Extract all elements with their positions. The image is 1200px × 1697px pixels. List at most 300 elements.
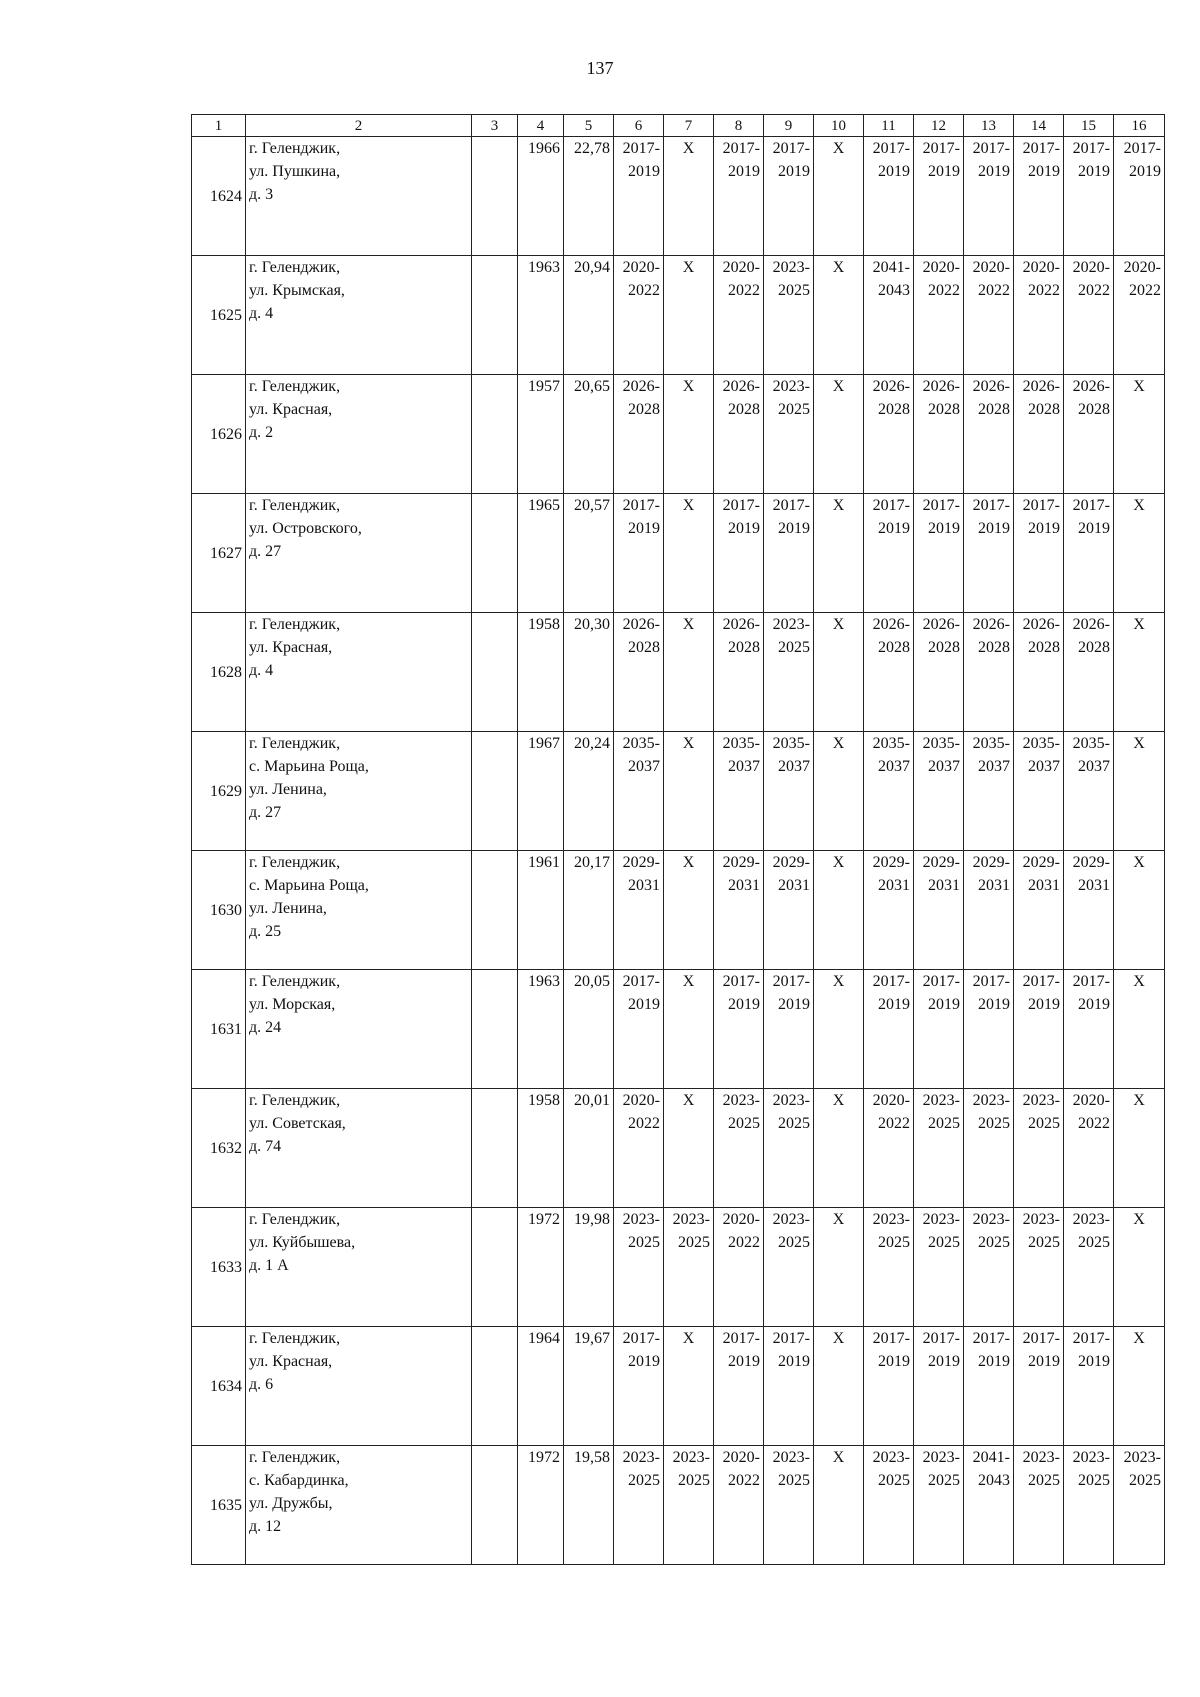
period-line: 2031 (778, 877, 810, 894)
year-built-cell: 1972 (518, 1208, 564, 1327)
period-cell-col-9 (764, 613, 814, 732)
period-cell-col-13 (964, 1089, 1014, 1208)
period-line: 2019 (628, 163, 660, 180)
address-line: ул. Куйбышева, (249, 1234, 356, 1251)
period-line: 2023- (622, 1449, 660, 1466)
period-line: 2035- (722, 735, 760, 752)
period-line: 2017- (922, 1330, 960, 1347)
period-line: 2025 (878, 1472, 910, 1489)
period-line: 2026- (622, 378, 660, 395)
column-header-5: 5 (564, 115, 614, 137)
period-cell-col-6 (614, 1089, 664, 1208)
address-line: г. Геленджик, (249, 497, 341, 514)
table-row (192, 1446, 1165, 1565)
address-cell (246, 732, 472, 851)
period-line: 2019 (878, 996, 910, 1013)
period-line: 2017- (1072, 497, 1110, 514)
row-number: 1626 (192, 375, 246, 494)
period-line: 2017- (922, 973, 960, 990)
period-cell-col-7 (664, 375, 714, 494)
period-line: 2025 (1078, 1472, 1110, 1489)
column-3-cell (472, 851, 518, 970)
period-line: 2037 (1028, 758, 1060, 775)
address-line: г. Геленджик, (249, 854, 341, 871)
period-line: 2023- (1022, 1211, 1060, 1228)
not-applicable-mark: X (832, 616, 845, 633)
value-cell: 19,67 (564, 1327, 614, 1446)
period-cell-col-14 (1014, 1089, 1064, 1208)
period-line: 2023- (622, 1211, 660, 1228)
not-applicable-mark: X (1133, 854, 1145, 871)
period-cell-col-12 (914, 137, 964, 256)
not-applicable-mark: X (832, 1330, 845, 1347)
address-line: ул. Советская, (249, 1115, 346, 1132)
period-cell-col-9 (764, 256, 814, 375)
year-built-cell: 1966 (518, 137, 564, 256)
period-line: 2019 (928, 1353, 960, 1370)
period-line: 2019 (1078, 1353, 1110, 1370)
address-line: д. 4 (249, 305, 274, 322)
period-cell-col-10 (814, 613, 864, 732)
period-cell-col-10 (814, 1446, 864, 1565)
period-line: 2025 (1078, 1234, 1110, 1251)
year-built-cell: 1958 (518, 1089, 564, 1208)
period-cell-col-9 (764, 732, 814, 851)
period-line: 2028 (1078, 401, 1110, 418)
period-line: 2020- (1072, 259, 1110, 276)
column-header-3: 3 (472, 115, 518, 137)
period-line: 2041- (972, 1449, 1010, 1466)
not-applicable-mark: X (682, 259, 695, 276)
period-line: 2019 (778, 520, 810, 537)
address-line: д. 25 (249, 923, 282, 940)
address-cell (246, 494, 472, 613)
period-line: 2031 (1028, 877, 1060, 894)
period-line: 2017- (1123, 140, 1161, 157)
period-cell-col-16 (1114, 970, 1165, 1089)
period-line: 2019 (1028, 1353, 1060, 1370)
value-cell: 20,01 (564, 1089, 614, 1208)
address-line: с. Марьина Роща, (249, 877, 369, 894)
period-cell-col-16 (1114, 851, 1165, 970)
address-cell (246, 1208, 472, 1327)
period-line: 2025 (1028, 1472, 1060, 1489)
period-line: 2028 (1028, 639, 1060, 656)
period-line: 2023- (772, 1092, 810, 1109)
not-applicable-mark: X (682, 1092, 695, 1109)
address-cell (246, 1089, 472, 1208)
year-built-cell: 1963 (518, 970, 564, 1089)
period-line: 2019 (978, 163, 1010, 180)
year-built-cell: 1967 (518, 732, 564, 851)
column-3-cell (472, 1446, 518, 1565)
period-line: 2025 (628, 1234, 660, 1251)
period-cell-col-14 (1014, 970, 1064, 1089)
period-cell-col-10 (814, 1089, 864, 1208)
period-cell-col-9 (764, 375, 814, 494)
period-line: 2022 (978, 282, 1010, 299)
not-applicable-mark: X (682, 973, 695, 990)
period-line: 2020- (972, 259, 1010, 276)
period-line: 2028 (628, 639, 660, 656)
address-line: г. Геленджик, (249, 378, 341, 395)
column-3-cell (472, 375, 518, 494)
column-3-cell (472, 1208, 518, 1327)
period-line: 2026- (922, 378, 960, 395)
address-line: г. Геленджик, (249, 1330, 341, 1347)
period-cell-col-7 (664, 494, 714, 613)
column-3-cell (472, 1089, 518, 1208)
not-applicable-mark: X (1133, 735, 1145, 752)
period-cell-col-8 (714, 256, 764, 375)
period-line: 2037 (978, 758, 1010, 775)
period-line: 2026- (972, 616, 1010, 633)
period-line: 2023- (1022, 1449, 1060, 1466)
period-line: 2025 (778, 1115, 810, 1132)
period-cell-col-15 (1064, 137, 1114, 256)
period-cell-col-12 (914, 256, 964, 375)
period-line: 2022 (1129, 282, 1161, 299)
period-line: 2023- (1022, 1092, 1060, 1109)
period-line: 2019 (728, 163, 760, 180)
not-applicable-mark: X (832, 735, 845, 752)
period-line: 2035- (772, 735, 810, 752)
period-cell-col-16 (1114, 137, 1165, 256)
address-line: г. Геленджик, (249, 140, 341, 157)
address-line: г. Геленджик, (249, 1449, 341, 1466)
period-line: 2019 (878, 520, 910, 537)
row-number: 1627 (192, 494, 246, 613)
not-applicable-mark: X (1133, 1330, 1145, 1347)
period-cell-col-12 (914, 494, 964, 613)
period-cell-col-14 (1014, 137, 1064, 256)
period-line: 2025 (678, 1472, 710, 1489)
period-cell-col-8 (714, 1446, 764, 1565)
period-line: 2017- (872, 140, 910, 157)
period-cell-col-11 (864, 732, 914, 851)
period-line: 2025 (1028, 1234, 1060, 1251)
period-cell-col-8 (714, 137, 764, 256)
period-line: 2037 (928, 758, 960, 775)
period-line: 2017- (1072, 973, 1110, 990)
period-line: 2017- (772, 973, 810, 990)
period-cell-col-14 (1014, 1327, 1064, 1446)
period-cell-col-11 (864, 1327, 914, 1446)
period-cell-col-11 (864, 851, 914, 970)
period-line: 2035- (622, 735, 660, 752)
period-cell-col-6 (614, 1208, 664, 1327)
address-line: ул. Красная, (249, 401, 333, 418)
table-row (192, 256, 1165, 375)
period-cell-col-7 (664, 851, 714, 970)
period-line: 2025 (1028, 1115, 1060, 1132)
period-cell-col-15 (1064, 732, 1114, 851)
period-cell-col-8 (714, 851, 764, 970)
period-line: 2019 (978, 996, 1010, 1013)
value-cell: 20,30 (564, 613, 614, 732)
period-line: 2029- (772, 854, 810, 871)
period-line: 2017- (622, 1330, 660, 1347)
period-line: 2020- (1123, 259, 1161, 276)
not-applicable-mark: X (682, 854, 695, 871)
period-line: 2035- (1072, 735, 1110, 752)
period-line: 2022 (728, 282, 760, 299)
address-line: д. 74 (249, 1138, 282, 1155)
period-cell-col-14 (1014, 732, 1064, 851)
period-cell-col-11 (864, 256, 914, 375)
address-line: ул. Ленина, (249, 900, 327, 917)
period-line: 2029- (872, 854, 910, 871)
period-line: 2019 (878, 163, 910, 180)
row-number: 1624 (192, 137, 246, 256)
address-line: ул. Крымская, (249, 282, 345, 299)
period-line: 2028 (728, 401, 760, 418)
period-line: 2037 (778, 758, 810, 775)
period-line: 2023- (972, 1211, 1010, 1228)
period-line: 2029- (922, 854, 960, 871)
period-line: 2026- (1022, 616, 1060, 633)
table-row (192, 851, 1165, 970)
column-header-2: 2 (246, 115, 472, 137)
period-line: 2026- (1072, 378, 1110, 395)
period-cell-col-15 (1064, 256, 1114, 375)
period-cell-col-7 (664, 1208, 714, 1327)
not-applicable-mark: X (832, 259, 845, 276)
period-cell-col-11 (864, 1089, 914, 1208)
period-cell-col-9 (764, 1327, 814, 1446)
period-line: 2031 (928, 877, 960, 894)
period-cell-col-10 (814, 732, 864, 851)
period-line: 2023- (772, 1449, 810, 1466)
not-applicable-mark: X (1133, 378, 1145, 395)
period-cell-col-13 (964, 732, 1014, 851)
period-line: 2025 (778, 1472, 810, 1489)
period-cell-col-6 (614, 970, 664, 1089)
period-line: 2043 (978, 1472, 1010, 1489)
period-cell-col-9 (764, 1089, 814, 1208)
period-cell-col-11 (864, 137, 914, 256)
period-cell-col-13 (964, 494, 1014, 613)
column-3-cell (472, 970, 518, 1089)
period-line: 2017- (772, 1330, 810, 1347)
period-cell-col-13 (964, 970, 1014, 1089)
period-line: 2023- (922, 1092, 960, 1109)
period-cell-col-12 (914, 1446, 964, 1565)
period-cell-col-16 (1114, 1446, 1165, 1565)
row-number: 1634 (192, 1327, 246, 1446)
period-line: 2026- (1072, 616, 1110, 633)
address-line: ул. Островского, (249, 520, 362, 537)
period-cell-col-8 (714, 375, 764, 494)
period-cell-col-6 (614, 851, 664, 970)
period-cell-col-10 (814, 1208, 864, 1327)
row-number: 1625 (192, 256, 246, 375)
table-row (192, 732, 1165, 851)
period-line: 2023- (1123, 1449, 1161, 1466)
period-line: 2017- (622, 140, 660, 157)
period-cell-col-15 (1064, 851, 1114, 970)
period-line: 2017- (1072, 1330, 1110, 1347)
period-line: 2029- (1022, 854, 1060, 871)
period-cell-col-16 (1114, 1327, 1165, 1446)
period-line: 2022 (1078, 1115, 1110, 1132)
column-header-15: 15 (1064, 115, 1114, 137)
column-header-13: 13 (964, 115, 1014, 137)
not-applicable-mark: X (682, 1330, 695, 1347)
period-line: 2020- (922, 259, 960, 276)
period-cell-col-7 (664, 1089, 714, 1208)
not-applicable-mark: X (1133, 1092, 1145, 1109)
period-line: 2020- (722, 1449, 760, 1466)
period-line: 2019 (1028, 163, 1060, 180)
period-line: 2019 (928, 520, 960, 537)
period-cell-col-10 (814, 256, 864, 375)
column-3-cell (472, 613, 518, 732)
period-line: 2031 (978, 877, 1010, 894)
not-applicable-mark: X (682, 497, 695, 514)
column-header-7: 7 (664, 115, 714, 137)
value-cell: 20,94 (564, 256, 614, 375)
not-applicable-mark: X (1133, 1211, 1145, 1228)
address-cell (246, 256, 472, 375)
period-line: 2026- (1022, 378, 1060, 395)
period-line: 2025 (778, 282, 810, 299)
period-line: 2019 (1129, 163, 1161, 180)
value-cell: 20,65 (564, 375, 614, 494)
period-cell-col-12 (914, 732, 964, 851)
period-line: 2023- (772, 616, 810, 633)
column-3-cell (472, 494, 518, 613)
period-cell-col-11 (864, 1446, 914, 1565)
period-cell-col-9 (764, 494, 814, 613)
period-line: 2022 (928, 282, 960, 299)
table-row (192, 137, 1165, 256)
period-line: 2025 (1129, 1472, 1161, 1489)
period-line: 2025 (978, 1234, 1010, 1251)
period-cell-col-16 (1114, 256, 1165, 375)
period-cell-col-10 (814, 137, 864, 256)
period-cell-col-8 (714, 970, 764, 1089)
period-line: 2025 (978, 1115, 1010, 1132)
period-line: 2017- (972, 140, 1010, 157)
period-cell-col-10 (814, 494, 864, 613)
period-line: 2031 (628, 877, 660, 894)
period-cell-col-16 (1114, 732, 1165, 851)
period-cell-col-13 (964, 1446, 1014, 1565)
row-number: 1630 (192, 851, 246, 970)
period-cell-col-12 (914, 375, 964, 494)
period-cell-col-12 (914, 1327, 964, 1446)
period-line: 2019 (1028, 996, 1060, 1013)
column-header-4: 4 (518, 115, 564, 137)
period-line: 2025 (928, 1472, 960, 1489)
period-line: 2022 (1078, 282, 1110, 299)
period-line: 2035- (872, 735, 910, 752)
value-cell: 20,24 (564, 732, 614, 851)
period-line: 2028 (928, 401, 960, 418)
not-applicable-mark: X (832, 1449, 845, 1466)
period-line: 2022 (878, 1115, 910, 1132)
period-line: 2026- (922, 616, 960, 633)
address-line: г. Геленджик, (249, 735, 341, 752)
address-line: ул. Ленина, (249, 781, 327, 798)
period-line: 2031 (1078, 877, 1110, 894)
period-line: 2020- (622, 1092, 660, 1109)
period-line: 2023- (772, 1211, 810, 1228)
period-line: 2019 (1028, 520, 1060, 537)
column-header-12: 12 (914, 115, 964, 137)
period-line: 2017- (872, 497, 910, 514)
period-line: 2026- (972, 378, 1010, 395)
period-cell-col-8 (714, 1208, 764, 1327)
row-number: 1629 (192, 732, 246, 851)
period-cell-col-8 (714, 732, 764, 851)
not-applicable-mark: X (682, 735, 695, 752)
address-line: д. 6 (249, 1376, 274, 1393)
period-line: 2025 (878, 1234, 910, 1251)
period-cell-col-11 (864, 970, 914, 1089)
year-built-cell: 1958 (518, 613, 564, 732)
address-line: с. Кабардинка, (249, 1472, 349, 1489)
column-header-10: 10 (814, 115, 864, 137)
table-row (192, 1208, 1165, 1327)
column-header-1: 1 (192, 115, 246, 137)
period-cell-col-7 (664, 970, 714, 1089)
period-cell-col-14 (1014, 494, 1064, 613)
period-cell-col-15 (1064, 494, 1114, 613)
period-line: 2017- (1022, 1330, 1060, 1347)
period-cell-col-14 (1014, 851, 1064, 970)
period-cell-col-16 (1114, 613, 1165, 732)
period-line: 2025 (728, 1115, 760, 1132)
period-line: 2025 (778, 401, 810, 418)
address-line: г. Геленджик, (249, 973, 341, 990)
not-applicable-mark: X (832, 497, 845, 514)
address-line: ул. Морская, (249, 996, 336, 1013)
period-cell-col-12 (914, 1089, 964, 1208)
period-line: 2025 (778, 639, 810, 656)
period-line: 2019 (778, 1353, 810, 1370)
period-line: 2017- (772, 497, 810, 514)
address-cell (246, 137, 472, 256)
period-cell-col-10 (814, 375, 864, 494)
period-line: 2028 (978, 639, 1010, 656)
period-cell-col-12 (914, 851, 964, 970)
period-line: 2020- (722, 259, 760, 276)
period-line: 2017- (722, 140, 760, 157)
period-line: 2025 (928, 1234, 960, 1251)
period-line: 2025 (628, 1472, 660, 1489)
period-cell-col-15 (1064, 1089, 1114, 1208)
period-cell-col-9 (764, 970, 814, 1089)
address-line: д. 27 (249, 543, 282, 560)
period-cell-col-15 (1064, 375, 1114, 494)
period-cell-col-9 (764, 1208, 814, 1327)
not-applicable-mark: X (832, 1092, 845, 1109)
table-row (192, 970, 1165, 1089)
period-line: 2019 (878, 1353, 910, 1370)
period-cell-col-6 (614, 494, 664, 613)
period-line: 2023- (922, 1449, 960, 1466)
value-cell: 20,05 (564, 970, 614, 1089)
table-row (192, 1089, 1165, 1208)
year-built-cell: 1963 (518, 256, 564, 375)
period-cell-col-7 (664, 1446, 714, 1565)
period-cell-col-6 (614, 375, 664, 494)
year-built-cell: 1972 (518, 1446, 564, 1565)
address-line: с. Марьина Роща, (249, 758, 369, 775)
period-cell-col-9 (764, 851, 814, 970)
